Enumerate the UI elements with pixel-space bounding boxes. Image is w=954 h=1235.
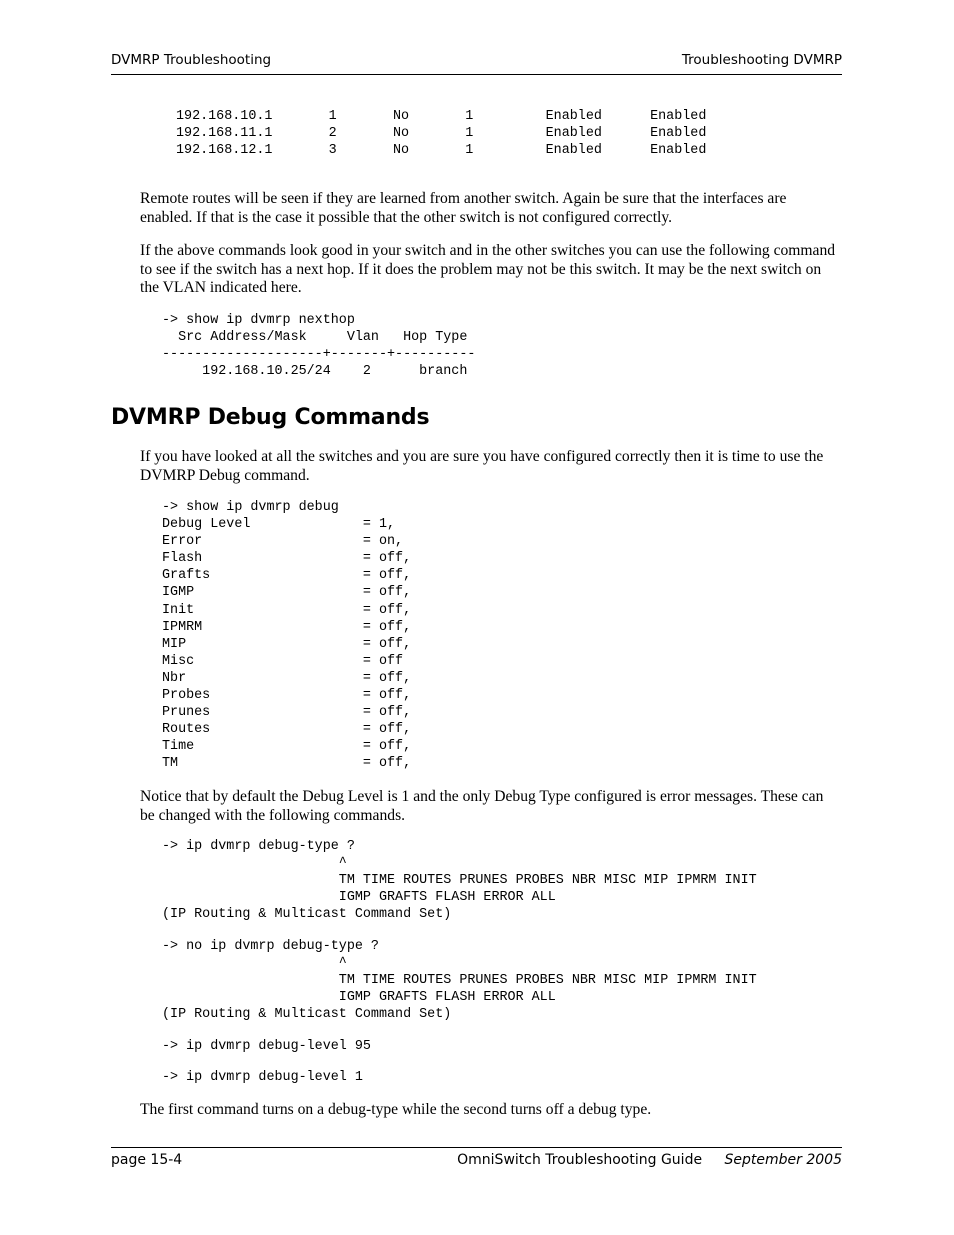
code-line: (IP Routing & Multicast Command Set): [162, 1007, 452, 1023]
no-debug-type-command-block: [162, 938, 757, 1023]
code-line: ^: [162, 856, 347, 872]
code-line: Time = off,: [162, 739, 412, 755]
code-line: MIP = off,: [162, 636, 412, 652]
footer-page-number: page 15-4: [111, 1152, 183, 1168]
code-line: TM = off,: [162, 756, 412, 772]
code-line: Nbr = off,: [162, 670, 412, 686]
code-line: -> show ip dvmrp debug: [162, 500, 339, 515]
interface-row: 192.168.10.1 1 No 1 Enabled Enabled: [176, 109, 707, 124]
code-line: IGMP GRAFTS FLASH ERROR ALL: [162, 990, 556, 1006]
code-line: Grafts = off,: [162, 568, 412, 584]
footer-guide-title: OmniSwitch Troubleshooting Guide: [457, 1152, 703, 1168]
code-line: -> ip dvmrp debug-level 1: [162, 1070, 363, 1085]
code-line: -> no ip dvmrp debug-type ?: [162, 939, 379, 954]
code-line: Src Address/Mask Vlan Hop Type: [162, 330, 468, 346]
interface-table-block: [176, 108, 706, 159]
page-footer: [111, 1147, 842, 1168]
code-line: TM TIME ROUTES PRUNES PROBES NBR MISC MIP IPMRM INIT: [162, 873, 757, 889]
header-chapter-title: DVMRP Troubleshooting: [111, 52, 272, 68]
code-line: ^: [162, 956, 347, 972]
code-line: TM TIME ROUTES PRUNES PROBES NBR MISC MIP IPMRM INIT: [162, 973, 757, 989]
header-section-title: Troubleshooting DVMRP: [681, 52, 842, 68]
code-line: IPMRM = off,: [162, 619, 412, 635]
code-line: Error = on,: [162, 534, 404, 550]
paragraph-debug-type-summary: The first command turns on a debug-type while the second turns off a debug type.: [140, 1101, 652, 1118]
code-line: Misc = off: [162, 653, 404, 669]
code-line: Routes = off,: [162, 722, 412, 738]
code-line: -> ip dvmrp debug-level 95: [162, 1039, 371, 1054]
paragraph-debug-intro: If you have looked at all the switches and you are sure you have configured correctly then it is time to use the DVMRP Debug command.: [140, 448, 824, 484]
code-line: IGMP = off,: [162, 585, 412, 601]
code-line: 192.168.10.25/24 2 branch: [162, 364, 468, 380]
nexthop-command-block: [162, 312, 475, 380]
debug-type-command-block: [162, 838, 757, 923]
debug-level-1-command: [162, 1069, 363, 1086]
code-line: --------------------+-------+----------: [162, 347, 476, 363]
footer-date: September 2005: [724, 1152, 842, 1168]
footer-publication: [457, 1152, 842, 1168]
code-line: -> show ip dvmrp nexthop: [162, 313, 355, 328]
section-heading: DVMRP Debug Commands: [111, 405, 430, 430]
code-line: Probes = off,: [162, 688, 412, 704]
paragraph-nexthop-intro: If the above commands look good in your switch and in the other switches you can use the following command to see if the switch has a next hop. If it does the problem may not be this switch. It may be the next switch on the VLAN indicated here.: [140, 242, 836, 297]
page-header: [111, 52, 842, 75]
code-line: (IP Routing & Multicast Command Set): [162, 907, 452, 923]
interface-row: 192.168.11.1 2 No 1 Enabled Enabled: [176, 126, 707, 142]
paragraph-debug-level-note: Notice that by default the Debug Level is 1 and the only Debug Type configured is error messages. These can be changed with the following commands.: [140, 788, 824, 824]
code-line: Flash = off,: [162, 551, 412, 567]
code-line: Debug Level = 1,: [162, 517, 396, 533]
code-line: Prunes = off,: [162, 705, 412, 721]
debug-command-block: [162, 499, 411, 773]
debug-level-95-command: [162, 1038, 371, 1055]
code-line: -> ip dvmrp debug-type ?: [162, 839, 355, 854]
paragraph-remote-routes: Remote routes will be seen if they are learned from another switch. Again be sure that the interfaces are enabled. If that is the case it possible that the other switch is not configured correctly.: [140, 190, 787, 226]
interface-row: 192.168.12.1 3 No 1 Enabled Enabled: [176, 143, 707, 159]
code-line: Init = off,: [162, 602, 412, 618]
code-line: IGMP GRAFTS FLASH ERROR ALL: [162, 890, 556, 906]
